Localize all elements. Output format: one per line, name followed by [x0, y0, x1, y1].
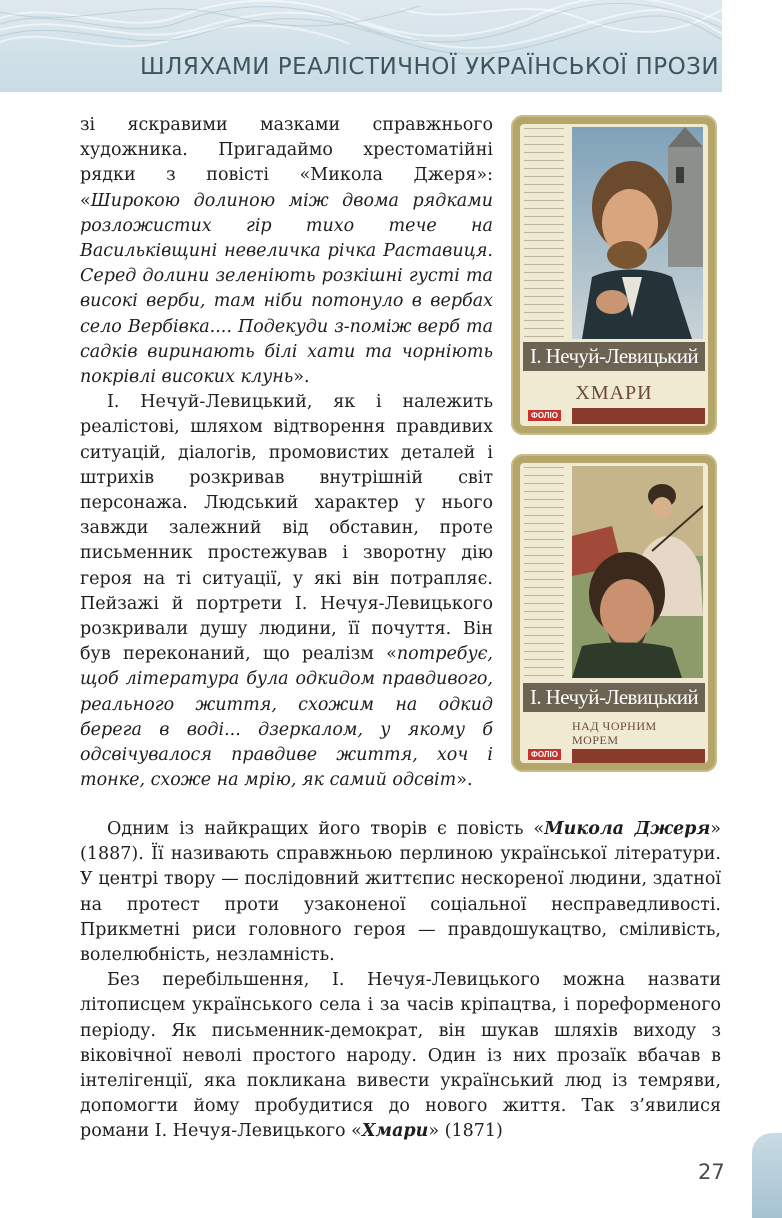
paragraph-3	[80, 817, 721, 968]
p3-title: Микола Джеря	[544, 819, 711, 839]
book-author: І. Нечуй-Левицький	[523, 683, 705, 712]
cover-ruled-lines	[524, 128, 564, 344]
p4-b: » (1871)	[428, 1121, 503, 1142]
book-cover-nad-chornym-morem	[511, 454, 717, 772]
p2-quote: потребує, щоб література була одкидом правдивого, реального життя, схожим на одкид берега в воді... дзеркалом, у якому б одсвічувалося правдиве життя, хоч і тонке, схоже на мрію, як самий одсвіт	[80, 644, 493, 791]
book-cover-inner	[520, 463, 708, 763]
paragraph-1	[80, 113, 493, 390]
p3-b: » (1887). Її називають справжньою перлиною української літератури. У центрі твору — послідовний життєпис нескореної людини, здатної на протест проти узаконеної соціальної несправедливості. Прикметні риси головного героя — правдошукацтво, сміливість, волелюбність, незламність.	[80, 819, 721, 966]
p2-text: І. Нечуй-Левицький, як і належить реалістові, шляхом відтворення правдивих ситуацій, діалогів, промовистих деталей і штрихів розкривав внутрішній світ персонажа. Людський характер у нього завжди залежний від обставин, проте письменник простежував і зворотну дію героя на ті ситуації, у які він потрапляє. Пейзажі й портрети І. Нечуя-Левицького розкривали душу людини, її почуття. Він був переконаний, що реалізм «	[80, 392, 493, 665]
p1-intro: зі яскравими мазками справжнього художника. Пригадаймо хрестоматійні рядки з повісті «Микола Джеря»: «	[80, 115, 493, 211]
paragraph-2	[80, 390, 493, 793]
p1-end: ».	[293, 367, 310, 388]
p4-title: Хмари	[361, 1121, 429, 1142]
text-full-width	[80, 817, 721, 1145]
publisher-logo: ФОЛІО	[528, 410, 561, 421]
page-number: 27	[698, 1160, 725, 1184]
p1-quote: Широкою долиною між двома рядками розложистих гір тихо тече на Васильківщині невеличка річка Раставиця. Серед долини зеленіють розкішні густі та високі верби, там ніби потонуло в вербах село Вербівка.... Подекуди з-поміж верб та садків виринають білі хати та чорніють покрівлі високих клунь	[80, 190, 493, 388]
book-title: ХМАРИ	[575, 382, 653, 404]
cover-ruled-lines	[524, 467, 564, 683]
book-title-line-1: НАД ЧОРНИМ	[572, 719, 657, 733]
running-header: ШЛЯХАМИ РЕАЛІСТИЧНОЇ УКРАЇНСЬКОЇ ПРОЗИ	[140, 54, 720, 80]
cover-bottom-bar	[572, 749, 705, 763]
cover-bottom-bar	[572, 408, 705, 424]
book-title-line-2: МОРЕМ	[572, 733, 619, 747]
p2-end: ».	[456, 770, 473, 791]
header-band	[0, 0, 722, 92]
publisher-logo: ФОЛІО	[528, 749, 561, 760]
cover-portrait-illustration	[572, 466, 703, 678]
cover-portrait-illustration	[572, 127, 703, 339]
book-author: І. Нечуй-Левицький	[523, 342, 705, 371]
book-cover-inner	[520, 124, 708, 426]
p3-a: Одним із найкращих його творів є повість «	[107, 819, 545, 839]
p4-a: Без перебільшення, І. Нечуя-Левицького можна назвати літописцем українського села і за часів кріпацтва, і пореформеного періоду. Як письменник-демократ, він шукав шляхів виходу з віковічної неволі простого народу. Один із них прозаїк вбачав в інтелігенції, яка покликана вивести український люд із темряви, допомогти йому пробудитися до нового життя. Так з’явилися романи І. Нечуя-Левицького «	[80, 970, 721, 1142]
paragraph-4	[80, 968, 721, 1144]
corner-decoration	[752, 1133, 782, 1218]
text-column-left	[80, 113, 493, 793]
book-cover-khmary	[511, 115, 717, 435]
